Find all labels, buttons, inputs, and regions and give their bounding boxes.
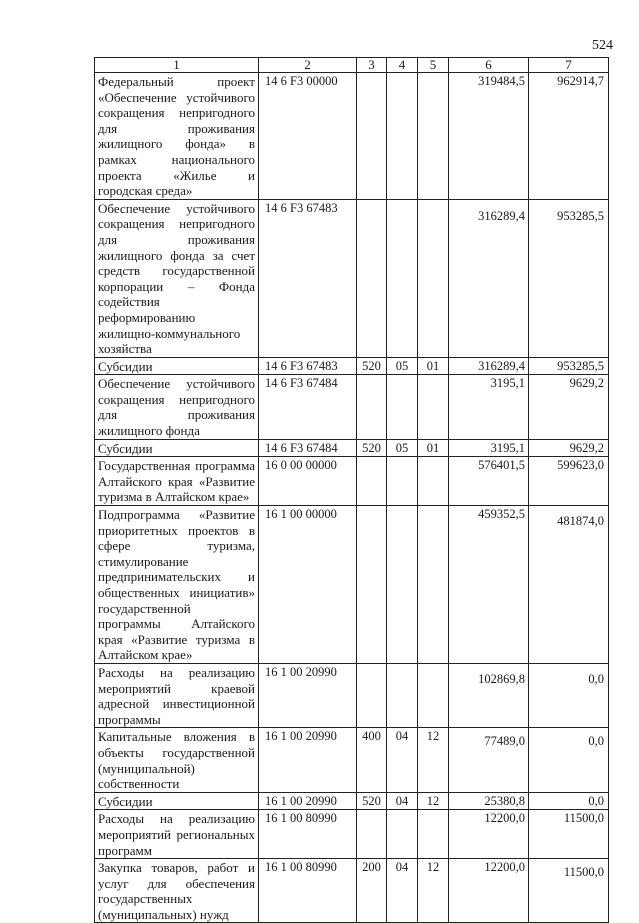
- row-col6: 102869,8: [449, 663, 529, 727]
- row-code: 14 6 F3 67484: [259, 439, 357, 457]
- row-col7: 11500,0: [529, 810, 609, 859]
- row-code: 14 6 F3 67483: [259, 357, 357, 375]
- row-col6: 319484,5: [449, 73, 529, 200]
- row-col5: [418, 73, 449, 200]
- row-col4: 04: [387, 859, 418, 923]
- row-col4: [387, 506, 418, 664]
- column-header: 1: [95, 58, 259, 73]
- row-col5: 12: [418, 792, 449, 810]
- row-col5: 01: [418, 357, 449, 375]
- column-header: 2: [259, 58, 357, 73]
- row-name: Расходы на реализацию мероприятий краевой адресной инвестиционной программы: [95, 663, 259, 727]
- row-col7: 0,0: [529, 792, 609, 810]
- row-col3: 520: [357, 792, 387, 810]
- row-code: 16 1 00 20990: [259, 663, 357, 727]
- table-row: [95, 663, 609, 727]
- row-name: Закупка товаров, работ и услуг для обеспечения государственных (муниципальных) нужд: [95, 859, 259, 923]
- row-col3: 520: [357, 439, 387, 457]
- row-col4: [387, 810, 418, 859]
- row-col3: 520: [357, 357, 387, 375]
- table-row: [95, 810, 609, 859]
- column-header: 5: [418, 58, 449, 73]
- row-col5: 12: [418, 859, 449, 923]
- table-row: [95, 357, 609, 375]
- row-code: 16 1 00 80990: [259, 810, 357, 859]
- row-col5: [418, 663, 449, 727]
- table-row: [95, 506, 609, 664]
- row-name: Обеспечение устойчивого сокращения непригодного для проживания жилищного фонда: [95, 375, 259, 439]
- row-col3: [357, 506, 387, 664]
- row-code: 14 6 F3 67483: [259, 199, 357, 357]
- column-header: 4: [387, 58, 418, 73]
- row-name: Обеспечение устойчивого сокращения непригодного для проживания жилищного фонда за счет средств государственной корпорации – Фонда содействия реформированию жилищно-коммунального хозяйства: [95, 199, 259, 357]
- row-code: 16 1 00 20990: [259, 792, 357, 810]
- budget-table: [94, 57, 609, 923]
- row-code: 14 6 F3 67484: [259, 375, 357, 439]
- row-name: Субсидии: [95, 792, 259, 810]
- row-col6: 316289,4: [449, 199, 529, 357]
- table-row: [95, 199, 609, 357]
- row-col5: [418, 810, 449, 859]
- row-col7: 9629,2: [529, 439, 609, 457]
- row-col6: 3195,1: [449, 375, 529, 439]
- column-header: 7: [529, 58, 609, 73]
- row-code: 16 0 00 00000: [259, 457, 357, 506]
- row-col3: [357, 199, 387, 357]
- row-code: 16 1 00 20990: [259, 728, 357, 792]
- row-col6: 12200,0: [449, 810, 529, 859]
- row-col4: 04: [387, 728, 418, 792]
- row-col3: [357, 375, 387, 439]
- row-col6: 3195,1: [449, 439, 529, 457]
- row-col5: 01: [418, 439, 449, 457]
- row-col5: [418, 506, 449, 664]
- table-row: [95, 792, 609, 810]
- row-name: Расходы на реализацию мероприятий региональных программ: [95, 810, 259, 859]
- row-col7: 599623,0: [529, 457, 609, 506]
- row-col3: [357, 810, 387, 859]
- row-col3: [357, 457, 387, 506]
- row-col4: 04: [387, 792, 418, 810]
- row-col7: 9629,2: [529, 375, 609, 439]
- row-col5: [418, 199, 449, 357]
- column-header: 6: [449, 58, 529, 73]
- page-number: 524: [592, 38, 613, 53]
- row-col3: 400: [357, 728, 387, 792]
- table-row: [95, 728, 609, 792]
- row-col4: [387, 375, 418, 439]
- row-col7: 0,0: [529, 663, 609, 727]
- table-row: [95, 375, 609, 439]
- table-row: [95, 73, 609, 200]
- row-col3: 200: [357, 859, 387, 923]
- row-col4: 05: [387, 357, 418, 375]
- row-col4: [387, 199, 418, 357]
- row-col4: 05: [387, 439, 418, 457]
- table-header-row: [95, 58, 609, 73]
- row-col3: [357, 663, 387, 727]
- row-code: 14 6 F3 00000: [259, 73, 357, 200]
- table-row: [95, 439, 609, 457]
- row-col6: 25380,8: [449, 792, 529, 810]
- row-col7: 11500,0: [529, 859, 609, 923]
- row-col4: [387, 457, 418, 506]
- row-col4: [387, 663, 418, 727]
- row-code: 16 1 00 80990: [259, 859, 357, 923]
- row-col7: 953285,5: [529, 199, 609, 357]
- row-name: Подпрограмма «Развитие приоритетных проектов в сфере туризма, стимулирование предпринимательских и общественных инициатив» государственной программы Алтайского края «Развитие туризма в Алтайском крае»: [95, 506, 259, 664]
- row-col4: [387, 73, 418, 200]
- row-col7: 962914,7: [529, 73, 609, 200]
- row-name: Федеральный проект «Обеспечение устойчивого сокращения непригодного для проживания жилищного фонда» в рамках национального проекта «Жилье и городская среда»: [95, 73, 259, 200]
- row-name: Капитальные вложения в объекты государственной (муниципальной) собственности: [95, 728, 259, 792]
- row-col6: 459352,5: [449, 506, 529, 664]
- row-col5: [418, 375, 449, 439]
- column-header: 3: [357, 58, 387, 73]
- row-col6: 77489,0: [449, 728, 529, 792]
- row-col7: 953285,5: [529, 357, 609, 375]
- row-col3: [357, 73, 387, 200]
- row-col7: 0,0: [529, 728, 609, 792]
- row-code: 16 1 00 00000: [259, 506, 357, 664]
- row-col5: [418, 457, 449, 506]
- row-col6: 12200,0: [449, 859, 529, 923]
- row-col6: 576401,5: [449, 457, 529, 506]
- row-col7: 481874,0: [529, 506, 609, 664]
- row-col5: 12: [418, 728, 449, 792]
- row-col6: 316289,4: [449, 357, 529, 375]
- table-row: [95, 859, 609, 923]
- row-name: Субсидии: [95, 357, 259, 375]
- row-name: Субсидии: [95, 439, 259, 457]
- row-name: Государственная программа Алтайского края «Развитие туризма в Алтайском крае»: [95, 457, 259, 506]
- table-row: [95, 457, 609, 506]
